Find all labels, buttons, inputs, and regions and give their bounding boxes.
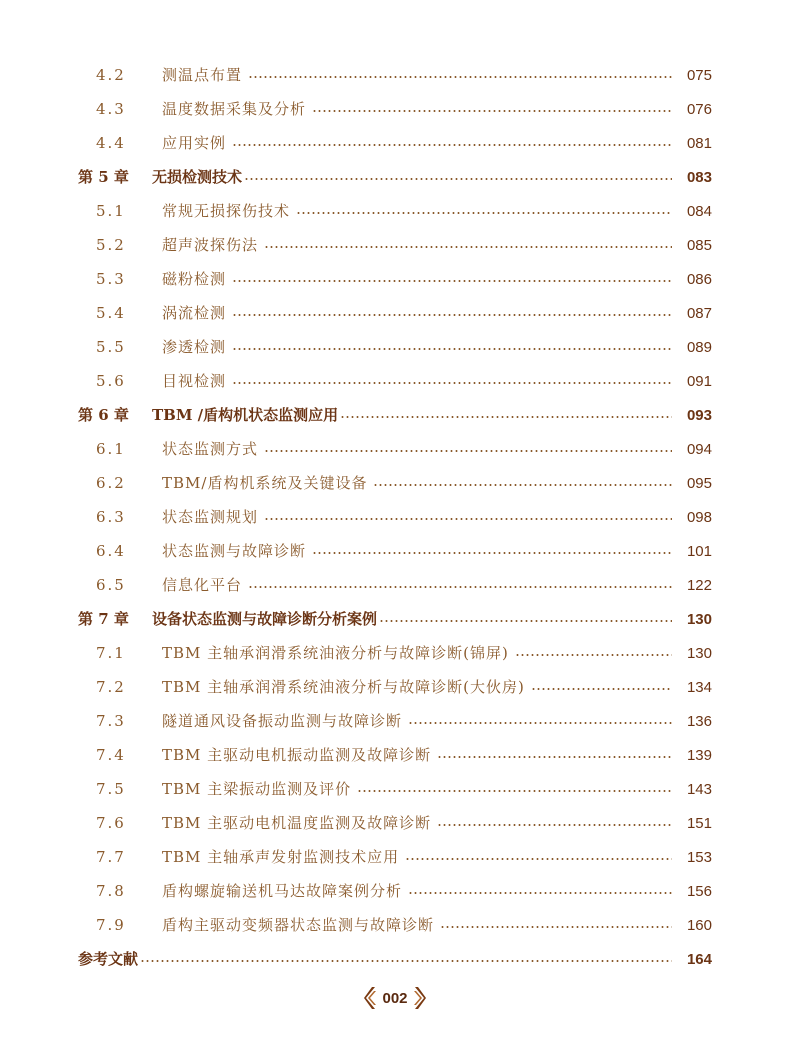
toc-entry-title: TBM /盾构机状态监测应用 xyxy=(152,405,339,424)
toc-entry-title: 无损检测技术 xyxy=(152,167,243,186)
toc-section-row[interactable] xyxy=(78,262,712,296)
toc-entry-number: 7.5 xyxy=(96,779,126,798)
toc-section-row[interactable] xyxy=(78,194,712,228)
toc-entry-number: 6.3 xyxy=(96,507,126,526)
toc-entry-title: 状态监测与故障诊断 xyxy=(162,541,307,560)
toc-entry-title: 磁粉检测 xyxy=(162,269,227,288)
toc-entry-page: 160 xyxy=(686,916,712,934)
toc-section-row[interactable] xyxy=(78,432,712,466)
toc-entry-number: 7.7 xyxy=(96,847,126,866)
toc-section-row[interactable] xyxy=(78,500,712,534)
left-chevron-ornament-icon xyxy=(364,986,376,1010)
toc-entry-page: 101 xyxy=(686,542,712,560)
toc-entry-title: 盾构主驱动变频器状态监测与故障诊断 xyxy=(162,915,435,934)
toc-entry-page: 139 xyxy=(686,746,712,764)
dot-leader xyxy=(140,960,672,962)
right-chevron-ornament-icon xyxy=(414,986,426,1010)
toc-section-row[interactable] xyxy=(78,636,712,670)
dot-leader xyxy=(312,110,672,112)
toc-entry-page: 095 xyxy=(686,474,712,492)
toc-entry-page: 151 xyxy=(686,814,712,832)
toc-entry-title: 盾构螺旋输送机马达故障案例分析 xyxy=(162,881,403,900)
toc-entry-title: 状态监测规划 xyxy=(162,507,259,526)
toc-entry-number: 4.3 xyxy=(96,99,126,118)
toc-section-row[interactable] xyxy=(78,568,712,602)
dot-leader xyxy=(405,858,672,860)
toc-entry-title: 应用实例 xyxy=(162,133,227,152)
toc-entry-title: 目视检测 xyxy=(162,371,227,390)
toc-section-row[interactable] xyxy=(78,228,712,262)
toc-entry-page: 089 xyxy=(686,338,712,356)
toc-chapter-row[interactable] xyxy=(78,398,712,432)
dot-leader xyxy=(373,484,672,486)
toc-entry-title: TBM 主轴承声发射监测技术应用 xyxy=(162,847,400,866)
toc-section-row[interactable] xyxy=(78,908,712,942)
toc-entry-number: 第 7 章 xyxy=(78,609,129,628)
toc-entry-number: 4.2 xyxy=(96,65,126,84)
toc-section-row[interactable] xyxy=(78,874,712,908)
toc-entry-page: 130 xyxy=(686,644,712,662)
dot-leader xyxy=(408,722,672,724)
dot-leader xyxy=(248,76,672,78)
toc-section-row[interactable] xyxy=(78,296,712,330)
toc-entry-title: TBM 主轴承润滑系统油液分析与故障诊断(锦屏) xyxy=(162,643,509,662)
toc-entry-number: 5.6 xyxy=(96,371,126,390)
toc-entry-number: 第 5 章 xyxy=(78,167,129,186)
toc-section-row[interactable] xyxy=(78,670,712,704)
dot-leader xyxy=(232,280,672,282)
toc-entry-page: 087 xyxy=(686,304,712,322)
toc-entry-title: 超声波探伤法 xyxy=(162,235,259,254)
toc-entry-title: 隧道通风设备振动监测与故障诊断 xyxy=(162,711,403,730)
toc-section-row[interactable] xyxy=(78,772,712,806)
toc-entry-page: 098 xyxy=(686,508,712,526)
toc-entry-title: 状态监测方式 xyxy=(162,439,259,458)
toc-section-row[interactable] xyxy=(78,534,712,568)
dot-leader xyxy=(232,348,672,350)
toc-entry-title: TBM 主梁振动监测及评价 xyxy=(162,779,352,798)
dot-leader xyxy=(440,926,672,928)
toc-entry-number: 7.2 xyxy=(96,677,126,696)
toc-entry-title: 涡流检测 xyxy=(162,303,227,322)
dot-leader xyxy=(264,518,672,520)
page-number: 002 xyxy=(382,989,408,1007)
toc-entry-number: 6.4 xyxy=(96,541,126,560)
toc-entry-page: 093 xyxy=(686,406,712,424)
page-footer xyxy=(0,982,790,1014)
toc-section-row[interactable] xyxy=(78,806,712,840)
toc-entry-number: 7.4 xyxy=(96,745,126,764)
toc-entry-number: 5.4 xyxy=(96,303,126,322)
toc-entry-number: 6.5 xyxy=(96,575,126,594)
toc-entry-title: TBM 主驱动电机温度监测及故障诊断 xyxy=(162,813,432,832)
dot-leader xyxy=(437,824,672,826)
toc-entry-page: 143 xyxy=(686,780,712,798)
dot-leader xyxy=(232,382,672,384)
toc-entry-title: 渗透检测 xyxy=(162,337,227,356)
toc-entry-number: 7.9 xyxy=(96,915,126,934)
dot-leader xyxy=(248,586,672,588)
toc-entry-number: 4.4 xyxy=(96,133,126,152)
toc-entry-number: 6.2 xyxy=(96,473,126,492)
toc-section-row[interactable] xyxy=(78,58,712,92)
toc-entry-page: 156 xyxy=(686,882,712,900)
toc-section-row[interactable] xyxy=(78,126,712,160)
toc-entry-number: 7.6 xyxy=(96,813,126,832)
toc-entry-title: 常规无损探伤技术 xyxy=(162,201,291,220)
toc-entry-page: 086 xyxy=(686,270,712,288)
toc-entry-page: 081 xyxy=(686,134,712,152)
toc-entry-number: 5.5 xyxy=(96,337,126,356)
toc-entry-number: 7.3 xyxy=(96,711,126,730)
dot-leader xyxy=(379,620,672,622)
toc-entry-page: 094 xyxy=(686,440,712,458)
dot-leader xyxy=(312,552,672,554)
toc-section-row[interactable] xyxy=(78,364,712,398)
toc-entry-page: 130 xyxy=(686,610,712,628)
dot-leader xyxy=(296,212,672,214)
toc-entry-title: 温度数据采集及分析 xyxy=(162,99,307,118)
dot-leader xyxy=(515,654,672,656)
toc-section-row[interactable] xyxy=(78,704,712,738)
toc-chapter-row[interactable] xyxy=(78,160,712,194)
toc-entry-number: 7.1 xyxy=(96,643,126,662)
dot-leader xyxy=(244,178,672,180)
dot-leader xyxy=(232,314,672,316)
page-number-badge xyxy=(364,986,425,1010)
toc-section-row[interactable] xyxy=(78,840,712,874)
toc-entry-page: 076 xyxy=(686,100,712,118)
dot-leader xyxy=(437,756,672,758)
toc-entry-page: 084 xyxy=(686,202,712,220)
toc-section-row[interactable] xyxy=(78,92,712,126)
toc-entry-title: TBM 主驱动电机振动监测及故障诊断 xyxy=(162,745,432,764)
dot-leader xyxy=(408,892,672,894)
dot-leader xyxy=(340,416,672,418)
toc-entry-page: 091 xyxy=(686,372,712,390)
toc-entry-number: 6.1 xyxy=(96,439,126,458)
toc-section-row[interactable] xyxy=(78,738,712,772)
toc-entry-title: TBM 主轴承润滑系统油液分析与故障诊断(大伙房) xyxy=(162,677,525,696)
dot-leader xyxy=(531,688,672,690)
dot-leader xyxy=(357,790,672,792)
toc-entry-title: 参考文献 xyxy=(78,949,139,968)
dot-leader xyxy=(264,450,672,452)
toc-entry-number: 第 6 章 xyxy=(78,405,129,424)
toc-entry-title: TBM/盾构机系统及关键设备 xyxy=(162,473,368,492)
toc-entry-page: 164 xyxy=(686,950,712,968)
toc-entry-page: 075 xyxy=(686,66,712,84)
toc-entry-title: 信息化平台 xyxy=(162,575,243,594)
toc-entry-page: 136 xyxy=(686,712,712,730)
dot-leader xyxy=(232,144,672,146)
table-of-contents xyxy=(78,58,712,976)
toc-entry-page: 122 xyxy=(686,576,712,594)
toc-entry-number: 7.8 xyxy=(96,881,126,900)
toc-entry-number: 5.3 xyxy=(96,269,126,288)
toc-entry-title: 测温点布置 xyxy=(162,65,243,84)
toc-chapter-row[interactable] xyxy=(78,602,712,636)
toc-entry-title: 设备状态监测与故障诊断分析案例 xyxy=(152,609,378,628)
toc-entry-page: 085 xyxy=(686,236,712,254)
toc-entry-page: 153 xyxy=(686,848,712,866)
toc-entry-number: 5.1 xyxy=(96,201,126,220)
toc-entry-page: 083 xyxy=(686,168,712,186)
toc-entry-page: 134 xyxy=(686,678,712,696)
dot-leader xyxy=(264,246,672,248)
toc-entry-number: 5.2 xyxy=(96,235,126,254)
toc-section-row[interactable] xyxy=(78,466,712,500)
toc-section-row[interactable] xyxy=(78,330,712,364)
toc-chapter-row[interactable] xyxy=(78,942,712,976)
